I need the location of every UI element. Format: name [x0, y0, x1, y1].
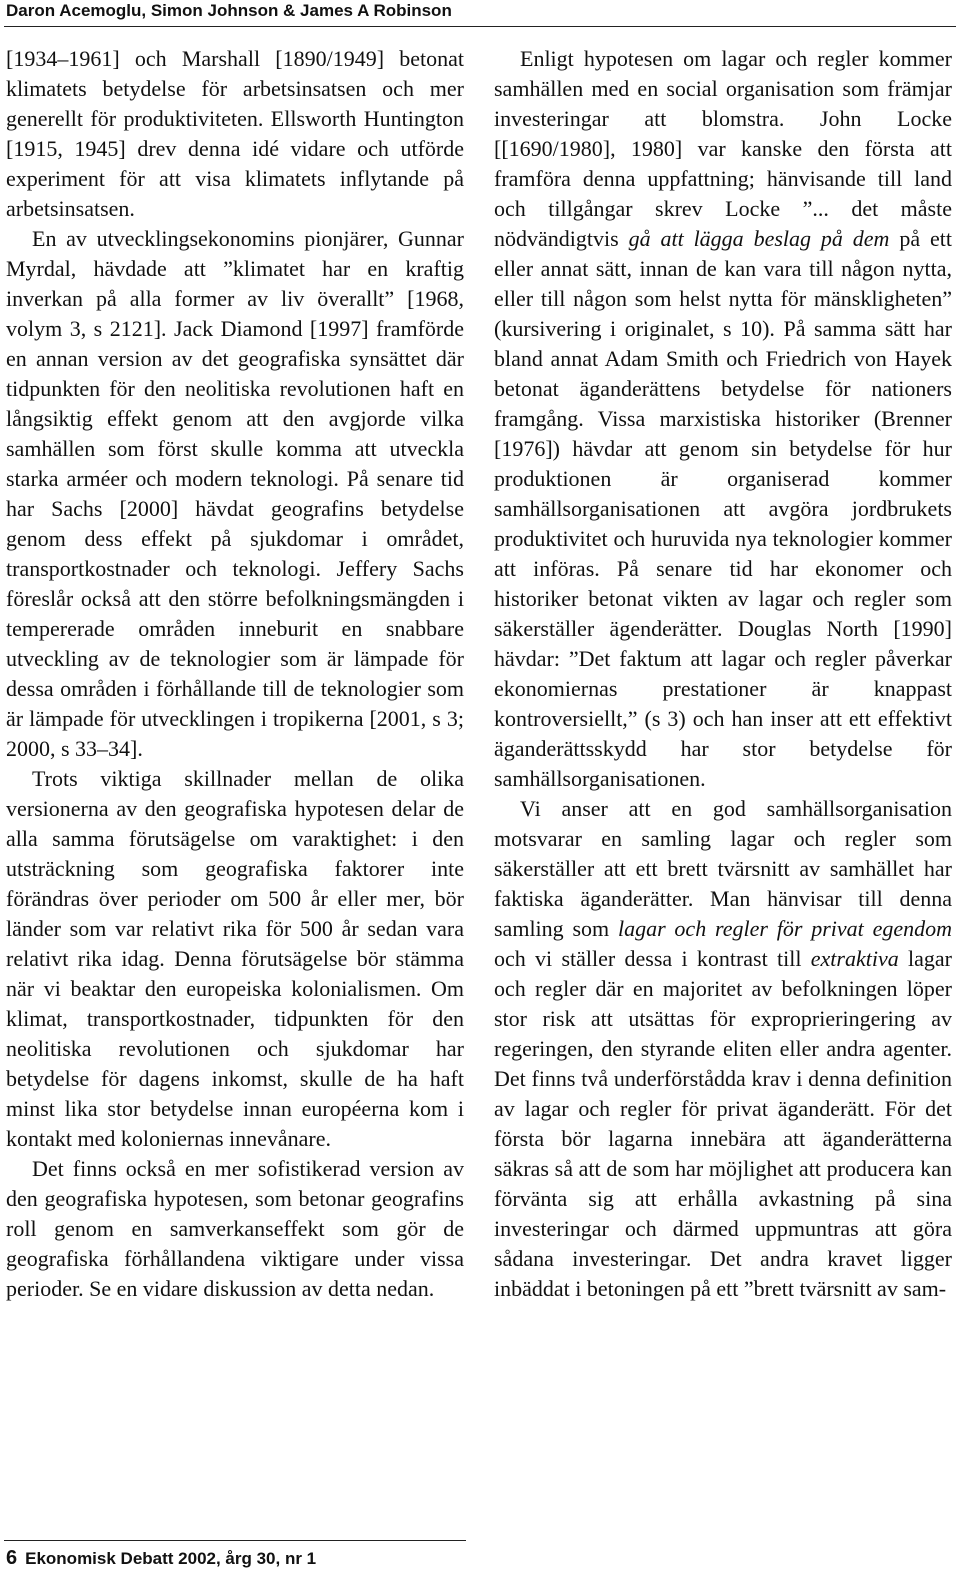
page-number: 6	[6, 1547, 18, 1569]
text-run: och vi ställer dessa i kontrast till	[494, 946, 811, 971]
italic-text: gå att lägga beslag på dem	[628, 226, 890, 251]
left-column	[6, 44, 464, 1304]
paragraph: Trots viktiga skillnader mellan de olika versionerna av den geografiska hypotesen delar de alla samma förutsägelse om varaktighet: i den utsträckning som geografiska faktorer inte förändras över perioder om 500 år eller mer, bör länder som var relativt rika för 500 år sedan vara relativt rika idag. Denna förutsägelse bör stämma när vi beaktar den europeiska kolonialismen. Om klimat, transportkostnader, tidpunkten för den neolitiska revolutionen och sjukdomar har betydelse för dagens inkomst, skulle de ha haft minst lika stor betydelse innan européerna kom i kontakt med koloniernas innevånare.	[6, 766, 464, 1151]
paragraph: Det finns också en mer sofistikerad version av den geografiska hypotesen, som betonar geografins roll genom en samverkanseffekt som gör de geografiska förhållandena viktigare under vissa perioder. Se en vidare diskussion av detta nedan.	[6, 1156, 464, 1301]
italic-text: extraktiva	[810, 946, 899, 971]
journal-citation: Ekonomisk Debatt 2002, årg 30, nr 1	[25, 1549, 317, 1568]
text-run: lagar och regler där en majoritet av befolkningen löper stor risk att utsättas för exproprieringering av regeringen, den styrande eliten eller andra agenter. Det finns två underförstådda krav i denna definition av lagar och regler för privat äganderätt. För det första bör lagarna innebära att äganderätterna säkras så att de som har möjlighet att producera kan förvänta sig att erhålla avkastning på sina investeringar och därmed uppmuntras att göra sådana investeringar. Det andra kravet ligger inbäddat i betoningen på ett ”brett tvärsnitt av sam-	[494, 946, 952, 1301]
text-run: på ett eller annat sätt, innan de kan vara till någon nytta, eller till någon som helst nytta för mänskligheten” (kursivering i originalet, s 10). På samma sätt har bland annat Adam Smith och Friedrich von Hayek betonat äganderättens betydelse för nationers framgång. Vissa marxistiska historiker (Brenner [1976]) hävdar att genom sin betydelse för hur produktionen är organiserad kommer samhällsorganisationen att avgöra jordbrukets produktivitet och huruvida nya teknologier kommer att införas. På senare tid har ekonomer och historiker betonat vikten av lagar och regler som säkerställer ägenderätter. Douglas North [1990] hävdar: ”Det faktum att lagar och regler påverkar ekonomiernas prestationer är knappast kontroversiellt,” (s 3) och han inser att ett effektivt äganderättsskydd har stor betydelse för samhällsorganisationen.	[494, 226, 952, 791]
text-run: Enligt hypotesen om lagar och regler kommer samhällen med en social organisation som främjar investeringar att blomstra. John Locke [[1690/1980], 1980] var kanske den första att framföra denna uppfattning; hänvisande till land och tillgångar skrev Locke ”... det måste nödvändigtvis	[494, 46, 952, 251]
paragraph	[494, 794, 952, 1304]
text-run: Vi anser att en god samhällsorganisation motsvarar en samling lagar och regler som säkerställer att ett brett tvärsnitt av samhället har faktiska äganderätter. Man hänvisar till denna samling som	[494, 796, 952, 941]
paragraph	[494, 44, 952, 794]
running-head-authors: Daron Acemoglu, Simon Johnson & James A Robinson	[6, 1, 452, 20]
footer	[6, 1546, 316, 1572]
header-rule	[4, 26, 956, 27]
italic-text: lagar och regler för privat egendom	[617, 916, 952, 941]
footer-rule	[4, 1540, 466, 1541]
paragraph: [1934–1961] och Marshall [1890/1949] betonat klimatets betydelse för arbetsinsatsen och mer generellt för produktiviteten. Ellsworth Huntington [1915, 1945] drev denna idé vidare och utförde experiment för att visa klimatets inflytande på arbetsinsatsen.	[6, 46, 464, 221]
right-column	[494, 44, 952, 1304]
paragraph: En av utvecklingsekonomins pionjärer, Gunnar Myrdal, hävdade att ”klimatet har en kraftig inverkan på alla former av liv överallt” [1968, volym 3, s 2121]. Jack Diamond [1997] framförde en annan version av det geografiska synsättet där tidpunkten för den neolitiska revolutionen haft en långsiktig effekt genom att den avgjorde vilka samhällen som först skulle komma att utveckla starka arméer och modern teknologi. På senare tid har Sachs [2000] hävdat geografins betydelse genom dess effekt på sjukdomar i området, transportkostnader och teknologi. Jeffery Sachs föreslår också att den större befolkningsmängden i tempererade områden inneburit en snabbare utveckling av de teknologier som är lämpade för dessa områden i förhållande till de teknologier som är lämpade för utvecklingen i tropikerna [2001, s 3; 2000, s 33–34].	[6, 226, 464, 761]
